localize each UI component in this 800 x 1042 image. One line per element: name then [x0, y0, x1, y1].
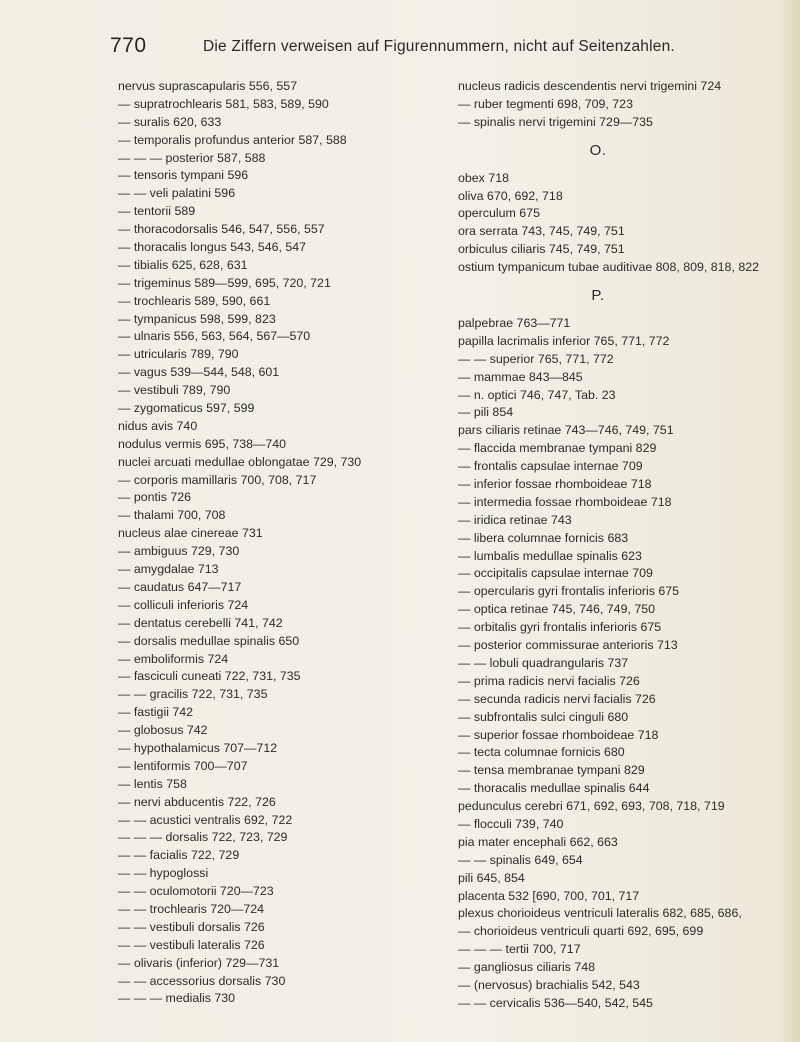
index-entry: nidus avis 740	[118, 418, 198, 433]
page-number: 770	[110, 34, 147, 57]
index-entry: — superior fossae rhomboideae 718	[458, 727, 659, 742]
index-entry: — fasciculi cuneati 722, 731, 735	[118, 669, 301, 684]
n-continued-entries	[458, 78, 778, 132]
index-entry: — tecta columnae fornicis 680	[458, 745, 625, 760]
index-entry: obex 718	[458, 170, 509, 185]
index-entry: — lentis 758	[118, 776, 187, 791]
index-entry: — tensa membranae tympani 829	[458, 763, 645, 778]
index-entry: plexus chorioideus ventriculi lateralis 682, 685, 686,	[458, 906, 742, 921]
index-entry: oliva 670, 692, 718	[458, 188, 563, 203]
index-entry: placenta 532 [690, 700, 701, 717	[458, 888, 640, 903]
index-entry: — lentiformis 700—707	[118, 758, 248, 773]
index-entry: — vestibuli 789, 790	[118, 383, 231, 398]
index-entry: — flaccida membranae tympani 829	[458, 441, 657, 456]
index-entry: — hypothalamicus 707—712	[118, 740, 278, 755]
index-entry: — — trochlearis 720—724	[118, 901, 265, 916]
index-entry: — amygdalae 713	[118, 562, 219, 577]
index-entry: — ulnaris 556, 563, 564, 567—570	[118, 329, 311, 344]
index-entry: — prima radicis nervi facialis 726	[458, 673, 640, 688]
index-entry: ora serrata 743, 745, 749, 751	[458, 224, 625, 239]
index-entry: — — hypoglossi	[118, 866, 209, 881]
index-entry: — optica retinae 745, 746, 749, 750	[458, 602, 656, 617]
p-entries	[458, 315, 778, 1013]
index-entry: — libera columnae fornicis 683	[458, 530, 629, 545]
index-entry: — (nervosus) brachialis 542, 543	[458, 977, 640, 992]
index-entry: — vagus 539—544, 548, 601	[118, 365, 280, 380]
index-entry: — gangliosus ciliaris 748	[458, 960, 596, 975]
index-entry: — globosus 742	[118, 723, 208, 738]
index-entry: — frontalis capsulae internae 709	[458, 459, 643, 474]
index-entry: nodulus vermis 695, 738—740	[118, 436, 287, 451]
index-entry: — utricularis 789, 790	[118, 347, 239, 362]
index-entry: pars ciliaris retinae 743—746, 749, 751	[458, 423, 674, 438]
index-entry: — inferior fossae rhomboideae 718	[458, 477, 652, 492]
index-entry: — — lobuli quadrangularis 737	[458, 655, 629, 670]
index-entry: nervus suprascapularis 556, 557	[118, 79, 298, 93]
index-entry: — — vestibuli dorsalis 726	[118, 919, 265, 934]
index-entry: nucleus alae cinereae 731	[118, 526, 263, 541]
index-entry: — intermedia fossae rhomboideae 718	[458, 494, 672, 509]
index-entry: — — acustici ventralis 692, 722	[118, 812, 293, 827]
index-entry: — thoracodorsalis 546, 547, 556, 557	[118, 222, 325, 237]
section-heading-o: O.	[589, 141, 607, 159]
index-entry: — spinalis nervi trigemini 729—735	[458, 114, 653, 129]
index-entry: — corporis mamillaris 700, 708, 717	[118, 472, 317, 487]
index-entry: — dentatus cerebelli 741, 742	[118, 615, 283, 630]
index-entry: — — facialis 722, 729	[118, 848, 240, 863]
page-edge-shading	[778, 0, 800, 1042]
index-column-right	[458, 78, 778, 1013]
index-entry: — fastigii 742	[118, 705, 194, 720]
index-entry: — temporalis profundus anterior 587, 588	[118, 132, 347, 147]
index-entry: — suralis 620, 633	[118, 114, 222, 129]
index-entry: — — — tertii 700, 717	[458, 942, 581, 957]
index-entry: — ruber tegmenti 698, 709, 723	[458, 96, 633, 111]
index-entry: — orbitalis gyri frontalis inferioris 675	[458, 620, 662, 635]
index-entry: — iridica retinae 743	[458, 512, 572, 527]
index-entry: — — veli palatini 596	[118, 186, 236, 201]
index-entry: — subfrontalis sulci cinguli 680	[458, 709, 629, 724]
index-entry: — thoracalis medullae spinalis 644	[458, 781, 650, 796]
index-entry: nucleus radicis descendentis nervi trigemini 724	[458, 79, 722, 93]
index-column-left	[118, 78, 443, 1008]
index-entry: — trigeminus 589—599, 695, 720, 721	[118, 275, 331, 290]
index-entry: operculum 675	[458, 206, 540, 221]
index-entry: — tibialis 625, 628, 631	[118, 257, 248, 272]
index-entry: palpebrae 763—771	[458, 316, 571, 331]
index-entry: — lumbalis medullae spinalis 623	[458, 548, 642, 563]
index-entry: — — vestibuli lateralis 726	[118, 937, 265, 952]
index-entry: — tentorii 589	[118, 204, 196, 219]
index-entry: — thoracalis longus 543, 546, 547	[118, 240, 307, 255]
index-entry: — n. optici 746, 747, Tab. 23	[458, 387, 616, 402]
index-entry: — secunda radicis nervi facialis 726	[458, 691, 656, 706]
index-entry: — olivaris (inferior) 729—731	[118, 955, 280, 970]
index-entry: — supratrochlearis 581, 583, 589, 590	[118, 96, 329, 111]
index-entry: — mammae 843—845	[458, 369, 583, 384]
o-entries	[458, 170, 778, 277]
index-entry: — — superior 765, 771, 772	[458, 351, 614, 366]
index-entry: — — — posterior 587, 588	[118, 150, 266, 165]
index-entry: — nervi abducentis 722, 726	[118, 794, 276, 809]
index-entry: orbiculus ciliaris 745, 749, 751	[458, 242, 625, 257]
index-entry: — flocculi 739, 740	[458, 816, 564, 831]
index-entry: — — gracilis 722, 731, 735	[118, 687, 268, 702]
index-entry: — — cervicalis 536—540, 542, 545	[458, 995, 653, 1010]
index-entry: — occipitalis capsulae internae 709	[458, 566, 653, 581]
index-entry: — dorsalis medullae spinalis 650	[118, 633, 300, 648]
index-entry: pedunculus cerebri 671, 692, 693, 708, 718, 719	[458, 799, 725, 814]
index-entry: — — — dorsalis 722, 723, 729	[118, 830, 288, 845]
index-entry: — thalami 700, 708	[118, 508, 226, 523]
index-entry: — caudatus 647—717	[118, 579, 242, 594]
page-header	[0, 34, 800, 58]
section-heading-p: P.	[591, 287, 605, 305]
index-entry: — tensoris tympani 596	[118, 168, 249, 183]
index-entry: — chorioideus ventriculi quarti 692, 695, 699	[458, 924, 704, 939]
index-entry: — pontis 726	[118, 490, 192, 505]
index-entry: — — oculomotorii 720—723	[118, 884, 274, 899]
index-entry: — — — medialis 730	[118, 991, 236, 1006]
index-entry: pia mater encephali 662, 663	[458, 834, 618, 849]
index-entry: ostium tympanicum tubae auditivae 808, 809, 818, 822	[458, 260, 760, 275]
index-entry: — pili 854	[458, 405, 514, 420]
index-entry: — trochlearis 589, 590, 661	[118, 293, 271, 308]
index-entry: — zygomaticus 597, 599	[118, 401, 255, 416]
index-entry: nuclei arcuati medullae oblongatae 729, 730	[118, 454, 362, 469]
index-entry: — emboliformis 724	[118, 651, 229, 666]
index-entry: pili 645, 854	[458, 870, 525, 885]
index-entry: — — accessorius dorsalis 730	[118, 973, 286, 988]
index-entry: — posterior commissurae anterioris 713	[458, 638, 678, 653]
running-title: Die Ziffern verweisen auf Figurennummern, nicht auf Seitenzahlen.	[203, 38, 675, 55]
index-entry: — opercularis gyri frontalis inferioris 675	[458, 584, 680, 599]
index-entry: papilla lacrimalis inferior 765, 771, 772	[458, 333, 670, 348]
index-entry: — ambiguus 729, 730	[118, 544, 240, 559]
index-entry: — colliculi inferioris 724	[118, 597, 249, 612]
index-entry: — — spinalis 649, 654	[458, 852, 583, 867]
index-entry: — tympanicus 598, 599, 823	[118, 311, 276, 326]
